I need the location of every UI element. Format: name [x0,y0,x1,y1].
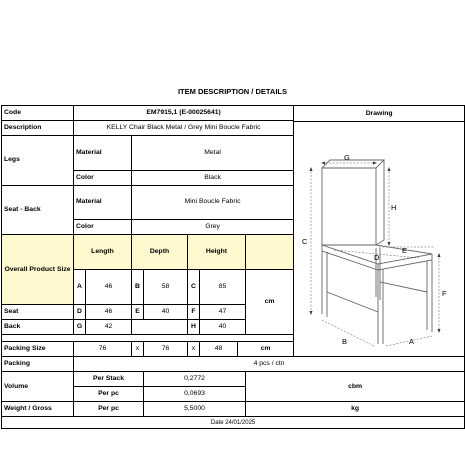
weight-row [2,402,465,417]
overall-blank [246,235,294,270]
dim-g-letter: G [74,320,86,335]
seat-back-material-value: Mini Boucle Fabric [132,185,294,220]
dim-b-letter: B [132,269,144,305]
dim-a-value: 46 [86,269,132,305]
dim-g-value: 42 [86,320,132,335]
dim-e-letter: E [132,305,144,320]
packing-value: 4 pcs / ctn [74,357,465,372]
height-label: Height [188,235,246,270]
dim-e-value: 40 [144,305,188,320]
code-row [2,106,465,121]
legs-material-value: Metal [132,136,294,171]
page-title: ITEM DESCRIPTION / DETAILS [177,87,288,96]
volume-per-stack-label: Per Stack [74,372,144,387]
packing-size-width: 76 [144,342,188,357]
dim-c-value: 85 [200,269,246,305]
dim-f-value: 47 [200,305,246,320]
dim-label-d: D [374,253,380,262]
volume-per-pc-value: 0,0693 [144,387,246,402]
dim-label-g: G [344,153,350,162]
drawing-cell [294,106,465,357]
dim-label-b: B [342,337,348,346]
weight-per-pc-label: Per pc [74,402,144,417]
packing-size-label: Packing Size [2,342,74,357]
packing-size-x1: x [132,342,144,357]
packing-size-unit: cm [238,342,294,357]
description-value: KELLY Chair Black Metal / Grey Mini Boucle Fabric [74,121,294,136]
seat-back-color-value: Grey [132,220,294,235]
dimensions-unit: cm [246,269,294,335]
depth-label: Depth [132,235,188,270]
weight-unit: kg [246,402,465,417]
packing-size-x2: x [188,342,200,357]
description-label: Description [2,121,74,136]
legs-color-label: Color [74,170,132,185]
chair-legs [322,248,432,344]
seat-label: Seat [2,305,74,320]
drawing-label: Drawing [294,106,464,122]
length-label: Length [74,235,132,270]
seat-back-label: Seat - Back [2,185,74,235]
packing-label: Packing [2,357,74,372]
code-value: EM7915,1 (E-00025641) [74,106,294,121]
dim-h-value: 40 [200,320,246,335]
volume-per-stack-value: 0,2772 [144,372,246,387]
volume-per-pc-label: Per pc [74,387,144,402]
code-label: Code [2,106,74,121]
dim-h-letter: H [188,320,200,335]
weight-label: Weight / Gross [2,402,74,417]
dim-label-f: F [442,289,447,298]
dim-label-h: H [391,203,397,212]
seat-back-material-label: Material [74,185,132,220]
dim-label-e: E [402,246,408,255]
dim-d-letter: D [74,305,86,320]
weight-per-pc-value: 5,5000 [144,402,246,417]
seat-back-color-label: Color [74,220,132,235]
spacer [2,335,294,342]
volume-unit: cbm [246,372,465,402]
back-blank [132,320,188,335]
packing-size-height: 48 [200,342,238,357]
date-row [2,417,465,429]
packing-size-length: 76 [74,342,132,357]
legs-material-label: Material [74,136,132,171]
volume-label: Volume [2,372,74,402]
volume-stack-row [2,372,465,387]
back-label: Back [2,320,74,335]
dim-label-a: A [409,337,415,346]
dim-d-value: 46 [86,305,132,320]
date: Date 24/01/2025 [2,417,465,429]
chair-drawing [294,122,464,352]
dim-c-letter: C [188,269,200,305]
legs-label: Legs [2,136,74,186]
dim-label-c: C [302,237,308,246]
overall-size-label: Overall Product Size [2,235,74,305]
dim-b-value: 58 [144,269,188,305]
packing-row [2,357,465,372]
spec-table [1,105,465,429]
chair-backrest [322,168,376,245]
dim-a-letter: A [74,269,86,305]
dim-f-letter: F [188,305,200,320]
legs-color-value: Black [132,170,294,185]
